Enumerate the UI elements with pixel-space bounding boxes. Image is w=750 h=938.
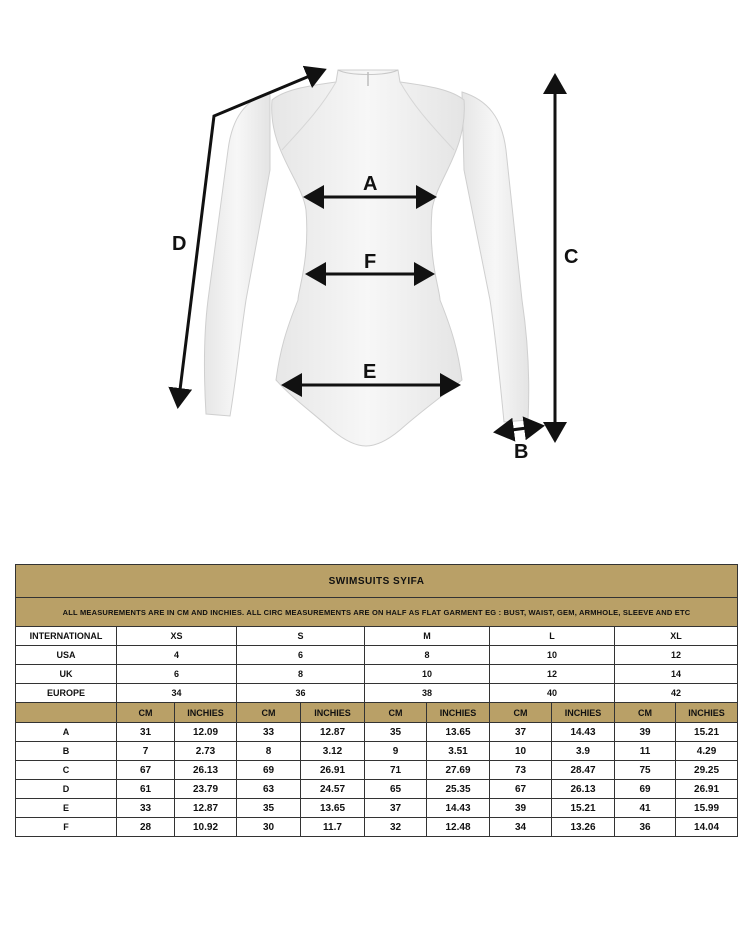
unit-header-cm: CM — [237, 703, 301, 723]
measurement-row — [16, 780, 738, 799]
label-f: F — [364, 251, 377, 273]
measurement-value: 3.9 — [552, 742, 615, 761]
size-chart-table — [15, 564, 738, 837]
measurement-value: 61 — [117, 780, 175, 799]
size-value: 12 — [490, 665, 615, 684]
measurement-value: 8 — [237, 742, 301, 761]
size-row-label: EUROPE — [16, 684, 117, 703]
label-c: C — [564, 246, 579, 268]
measurement-label: C — [16, 761, 117, 780]
table-note-row — [16, 598, 738, 627]
measurement-row — [16, 818, 738, 837]
measurement-value: 11.7 — [301, 818, 365, 837]
unit-header-inchies: INCHIES — [301, 703, 365, 723]
measurement-value: 3.12 — [301, 742, 365, 761]
measurement-row — [16, 742, 738, 761]
measurement-value: 39 — [490, 799, 552, 818]
size-value: 4 — [117, 646, 237, 665]
size-value: XL — [615, 627, 738, 646]
measurement-value: 37 — [365, 799, 427, 818]
size-value: 10 — [365, 665, 490, 684]
size-value: 14 — [615, 665, 738, 684]
label-e: E — [363, 361, 377, 383]
measurement-value: 13.26 — [552, 818, 615, 837]
measurement-value: 27.69 — [427, 761, 490, 780]
measurement-value: 32 — [365, 818, 427, 837]
measurement-value: 35 — [237, 799, 301, 818]
measurement-value: 33 — [117, 799, 175, 818]
size-row — [16, 665, 738, 684]
size-value: L — [490, 627, 615, 646]
measurement-value: 39 — [615, 723, 676, 742]
measurement-value: 14.43 — [552, 723, 615, 742]
measurement-label: B — [16, 742, 117, 761]
measurement-value: 9 — [365, 742, 427, 761]
measurement-row — [16, 761, 738, 780]
unit-header-blank — [16, 703, 117, 723]
unit-header-cm: CM — [490, 703, 552, 723]
size-row-label: USA — [16, 646, 117, 665]
size-value: 38 — [365, 684, 490, 703]
size-value: 34 — [117, 684, 237, 703]
table-title-row — [16, 565, 738, 598]
measurement-label: D — [16, 780, 117, 799]
measurement-value: 63 — [237, 780, 301, 799]
size-value: 8 — [365, 646, 490, 665]
measurement-value: 69 — [615, 780, 676, 799]
unit-header-inchies: INCHIES — [552, 703, 615, 723]
measurement-value: 13.65 — [427, 723, 490, 742]
size-row — [16, 627, 738, 646]
measurement-value: 37 — [490, 723, 552, 742]
measurement-value: 14.43 — [427, 799, 490, 818]
measurement-value: 11 — [615, 742, 676, 761]
table-note: ALL MEASUREMENTS ARE IN CM AND INCHIES. ALL CIRC MEASUREMENTS ARE ON HALF AS FLAT GARMENT EG : BUST, WAIST, GEM, ARMHOLE, SLEEVE AND ETC — [16, 598, 738, 627]
measurement-value: 7 — [117, 742, 175, 761]
measurement-value: 12.87 — [175, 799, 237, 818]
measurement-value: 12.48 — [427, 818, 490, 837]
size-value: XS — [117, 627, 237, 646]
measurement-value: 3.51 — [427, 742, 490, 761]
measurement-value: 34 — [490, 818, 552, 837]
measurement-value: 75 — [615, 761, 676, 780]
measurement-label: F — [16, 818, 117, 837]
measurement-label: E — [16, 799, 117, 818]
measurement-value: 4.29 — [676, 742, 738, 761]
size-value: 40 — [490, 684, 615, 703]
measurement-value: 26.91 — [676, 780, 738, 799]
measurement-value: 28.47 — [552, 761, 615, 780]
size-row — [16, 646, 738, 665]
measurement-value: 15.99 — [676, 799, 738, 818]
measurement-value: 24.57 — [301, 780, 365, 799]
measurement-value: 15.21 — [676, 723, 738, 742]
measurement-value: 25.35 — [427, 780, 490, 799]
measurement-value: 2.73 — [175, 742, 237, 761]
size-value: 10 — [490, 646, 615, 665]
size-value: 6 — [117, 665, 237, 684]
measurement-value: 10 — [490, 742, 552, 761]
measurement-value: 15.21 — [552, 799, 615, 818]
measurement-value: 41 — [615, 799, 676, 818]
measurement-value: 13.65 — [301, 799, 365, 818]
unit-header-row — [16, 703, 738, 723]
measurement-value: 12.87 — [301, 723, 365, 742]
label-a: A — [363, 173, 378, 195]
measurement-value: 30 — [237, 818, 301, 837]
measurement-value: 31 — [117, 723, 175, 742]
size-value: 36 — [237, 684, 365, 703]
unit-header-cm: CM — [117, 703, 175, 723]
size-row-label: INTERNATIONAL — [16, 627, 117, 646]
size-row — [16, 684, 738, 703]
measurement-value: 33 — [237, 723, 301, 742]
size-value: S — [237, 627, 365, 646]
measurement-value: 36 — [615, 818, 676, 837]
measurement-value: 26.91 — [301, 761, 365, 780]
measurement-value: 67 — [117, 761, 175, 780]
unit-header-cm: CM — [365, 703, 427, 723]
measurement-value: 26.13 — [175, 761, 237, 780]
measurement-value: 28 — [117, 818, 175, 837]
arrow-b — [496, 426, 542, 432]
measurement-value: 67 — [490, 780, 552, 799]
size-value: 12 — [615, 646, 738, 665]
measurement-value: 29.25 — [676, 761, 738, 780]
measurement-value: 73 — [490, 761, 552, 780]
unit-header-cm: CM — [615, 703, 676, 723]
measurement-value: 26.13 — [552, 780, 615, 799]
measurement-value: 69 — [237, 761, 301, 780]
size-value: 42 — [615, 684, 738, 703]
table-title: SWIMSUITS SYIFA — [16, 565, 738, 598]
label-d: D — [172, 233, 187, 255]
measurement-value: 71 — [365, 761, 427, 780]
measurement-value: 10.92 — [175, 818, 237, 837]
size-row-label: UK — [16, 665, 117, 684]
label-b: B — [514, 441, 529, 463]
measurement-value: 14.04 — [676, 818, 738, 837]
size-value: 6 — [237, 646, 365, 665]
unit-header-inchies: INCHIES — [175, 703, 237, 723]
measurement-label: A — [16, 723, 117, 742]
measurement-value: 65 — [365, 780, 427, 799]
measurement-row — [16, 799, 738, 818]
unit-header-inchies: INCHIES — [427, 703, 490, 723]
measurement-row — [16, 723, 738, 742]
measurement-value: 23.79 — [175, 780, 237, 799]
size-value: M — [365, 627, 490, 646]
measurement-value: 35 — [365, 723, 427, 742]
unit-header-inchies: INCHIES — [676, 703, 738, 723]
measurement-value: 12.09 — [175, 723, 237, 742]
size-value: 8 — [237, 665, 365, 684]
